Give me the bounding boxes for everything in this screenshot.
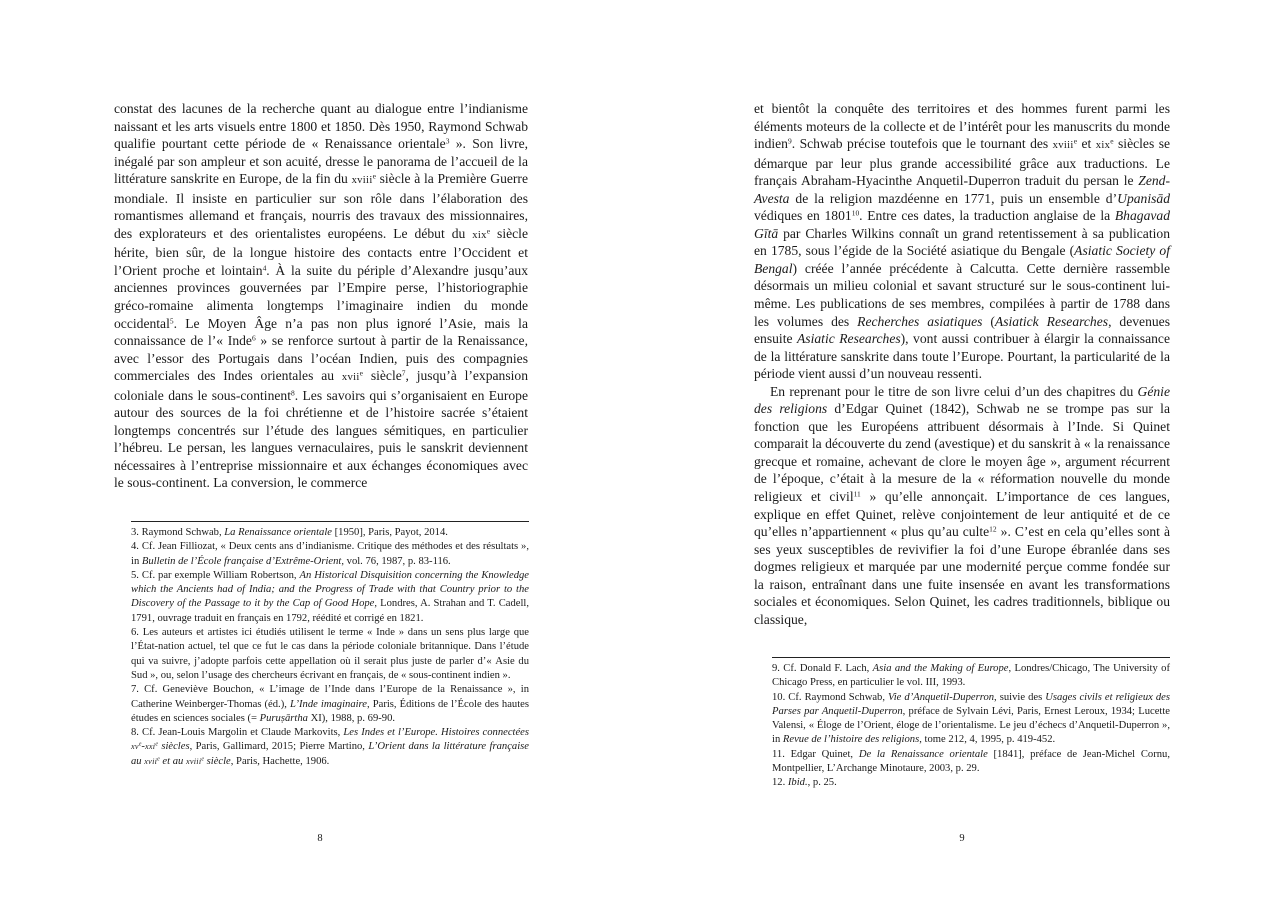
- italic-title: siècles: [157, 741, 190, 753]
- small-caps: xvii: [144, 756, 158, 766]
- text-run: , p. 25.: [807, 777, 837, 789]
- left-page-body-text: [114, 100, 528, 492]
- text-run: , jusqu’à l’expansion coloniale dans le sous-continent: [114, 368, 529, 403]
- superscript: e: [155, 741, 158, 748]
- italic-title: L’Orient dans la littérature française au: [131, 741, 529, 767]
- superscript: e: [201, 756, 204, 763]
- right-page-body-text: [754, 100, 1170, 628]
- note-ref: e: [1110, 136, 1114, 146]
- text-run: ». C’est en cela qu’elles sont à ses yeux susceptibles de revivifier la foi d’une Europe ébranlée dans ses dogmes religieux et marquée par une modernité perçue comme fondée sur la raison, entraînant dans une fuite insensée en avant les transformations sociales et économiques. Selon Quinet, les cadres traditionnels, biblique ou classique,: [754, 524, 1170, 627]
- text-run: ), vont aussi contribuer à élargir la connaissance de la littérature sanskrite dans toute l’Europe. Pourtant, la particularité de la période vient aussi d’un nouveau ressenti.: [754, 331, 1170, 382]
- paragraph: [754, 383, 1170, 629]
- text-run: siècle hérite, bien sûr, de la longue histoire des contacts entre l’Occident et l’Orient proche et lointain: [114, 225, 528, 278]
- text-run: siècle: [362, 368, 402, 384]
- italic-title: Asia and the Making of Europe: [872, 663, 1009, 674]
- text-run: , Londres/Chicago, The University of Chicago Press, en particulier le vol. III, 1993.: [772, 663, 1170, 689]
- note-ref: 10: [851, 208, 860, 218]
- italic-title: Asiatic Society of Bengal: [754, 243, 1170, 276]
- text-run: 8. Cf. Jean-Louis Margolin et Claude Markovits,: [131, 727, 344, 739]
- text-run: 9. Cf. Donald F. Lach,: [772, 663, 873, 674]
- text-run: et bientôt la conquête des territoires et des hommes furent parmi les éléments moteurs de la collecte et de l’intérêt pour les manuscrits du monde indien: [754, 101, 1170, 152]
- paragraph: [131, 726, 529, 769]
- text-run: , Paris, Hachette, 1906.: [230, 755, 330, 767]
- note-ref: 5: [169, 316, 174, 326]
- italic-title: Recherches asiatiques: [857, 313, 983, 329]
- text-run: . Le Moyen Âge n’a pas non plus ignoré l’Asie, mais la connaissance de l’« Inde: [114, 315, 528, 349]
- italic-title: Génie des religions: [754, 383, 1170, 417]
- text-run: 7. Cf. Geneviève Bouchon, « L’image de l’Inde dans l’Europe de la Renaissance », in Catherine Weinberger-Thomas (éd.),: [131, 684, 529, 710]
- italic-title: Revue de l’histoire des religions: [782, 734, 920, 746]
- text-run: En reprenant pour le titre de son livre celui d’un des chapitres du: [770, 383, 1138, 399]
- superscript: e: [157, 756, 160, 763]
- italic-title: Asiatic Researches: [797, 331, 901, 347]
- note-ref: e: [359, 368, 363, 378]
- text-run: constat des lacunes de la recherche quant au dialogue entre l’indianisme naissant et les arts visuels entre 1800 et 1850. Dès 1950, Raymond Schwab qualifie pourtant cette période de « Renaissance orientale: [114, 101, 528, 152]
- italic-title: et au: [159, 755, 186, 767]
- note-ref: 8: [290, 388, 295, 398]
- text-run: , suivie des: [994, 691, 1046, 703]
- superscript: e: [138, 741, 142, 748]
- text-run: [1841], préface de Jean-Michel Cornu, Montpellier, L’Archange Minotaure, 2003, p. 29.: [772, 748, 1170, 775]
- small-caps: xix: [1095, 140, 1111, 152]
- text-run: . À la suite du périple d’Alexandre jusqu’aux anciennes provinces gouvernées par l’Empire perse, l’historiographie gréco-romaine alimenta longtemps l’imaginaire indien du monde occidental: [114, 262, 528, 331]
- italic-title: Les Indes et l’Europe. Histoires connectées: [343, 727, 530, 739]
- small-caps: xxi: [144, 742, 156, 752]
- paragraph: [772, 662, 1170, 691]
- italic-title: Vie d’Anquetil-Duperron: [888, 691, 995, 703]
- text-run: (: [982, 313, 995, 329]
- text-run: d’Edgar Quinet (1842), Schwab ne se trompe pas sur la fonction que les Européens attribuent désormais à l’Inde. Si Quinet comparait la découverte du zend (avestique) et du sanskrit à « la renaissance grecque et romaine, achevant de clore le moyen âge », argument récurrent de l’époque, c’était à la mesure de la « réformation nouvelle du monde religieux et civil: [754, 401, 1170, 505]
- text-run: XI), 1988, p. 69-90.: [307, 712, 396, 724]
- small-caps: xix: [472, 229, 487, 241]
- text-run: par Charles Wilkins connaît un grand retentissement à sa publication en 1785, sous l’égide de la Société asiatique du Bengale (: [754, 225, 1170, 259]
- text-run: 5. Cf. par exemple William Robertson,: [131, 569, 300, 581]
- note-ref: 11: [853, 489, 861, 499]
- left-page-footnotes: [131, 526, 529, 769]
- small-caps: xv: [131, 742, 139, 752]
- right-page-number: 9: [959, 833, 965, 844]
- text-run: , Paris, Gallimard, 2015; Pierre Martino,: [189, 741, 369, 753]
- note-ref: 7: [401, 368, 406, 378]
- text-run: , tome 212, 4, 1995, p. 419-452.: [919, 734, 1056, 746]
- right-page-footnotes: [772, 662, 1170, 791]
- small-caps: xviii: [185, 756, 202, 766]
- paragraph: [772, 691, 1170, 748]
- italic-title: An Historical Disquisition concerning the Knowledge which the Ancients had of India; and the Progress of Trade with that Country prior to the Discovery of the Passage to it by the Cap of Good Hope: [131, 569, 529, 610]
- italic-title: Upanisād: [1117, 190, 1170, 206]
- left-footnote-rule: [131, 521, 529, 522]
- italic-title: Asiatick Researches: [994, 313, 1109, 329]
- note-ref: 4: [262, 263, 267, 273]
- italic-title: Bhagavad Gītā: [754, 208, 1170, 241]
- paragraph: [131, 526, 529, 540]
- text-run: 10. Cf. Raymond Schwab,: [772, 691, 889, 703]
- paragraph: [131, 683, 529, 726]
- left-page-number: 8: [317, 833, 323, 844]
- italic-title: Puruṣārtha: [259, 712, 308, 724]
- note-ref: 9: [787, 136, 792, 146]
- small-caps: xviii: [1052, 140, 1074, 152]
- text-run: 11. Edgar Quinet,: [772, 748, 859, 760]
- italic-title: Zend-Avesta: [754, 173, 1170, 206]
- italic-title: L’Inde imaginaire: [289, 698, 367, 710]
- italic-title: Ibid.: [787, 777, 808, 789]
- text-run: siècles se démarque par leur plus grande accessibilité grâce aux traductions. Le français Abraham-Hyacinthe Anquetil-Duperron traduit du persan le: [754, 136, 1171, 189]
- italic-title: La Renaissance orientale: [224, 527, 332, 538]
- note-ref: 3: [445, 136, 450, 146]
- note-ref: e: [486, 226, 491, 236]
- text-run: , vol. 76, 1987, p. 83-116.: [341, 555, 451, 567]
- italic-title: siècle: [203, 755, 231, 767]
- note-ref: 6: [251, 333, 256, 343]
- text-run: ) créée l’année précédente à Calcutta. Cette dernière rassemble désormais un milieu colonial et savant structuré sur le sous-continent lui-même. Les publications de ses membres, compilées à partir de 1788 dans les volumes des: [754, 260, 1170, 329]
- text-run: 4. Cf. Jean Filliozat, « Deux cents ans d’indianisme. Critique des méthodes et des résultats », in: [131, 541, 529, 567]
- italic-title: De la Renaissance orientale: [858, 748, 988, 760]
- paragraph: [131, 626, 529, 683]
- note-ref: e: [372, 171, 376, 181]
- note-ref: e: [1073, 136, 1078, 146]
- text-run: , Londres, A. Strahan and T. Cadell, 1791, ouvrage traduit en français en 1792, réédité et corrigé en 1821.: [131, 598, 530, 624]
- right-page: [641, 0, 1282, 904]
- paragraph: [772, 776, 1170, 790]
- italic-title: -: [141, 741, 145, 753]
- text-run: » se renforce surtout à partir de la Renaissance, avec l’essor des Portugais dans l’océan Indien, puis des compagnies commerciales des Indes orientales au: [114, 333, 528, 384]
- text-run: , Paris, Éditions de l’École des hautes études en sciences sociales (=: [131, 698, 530, 724]
- text-run: siècle à la Première Guerre mondiale. Il insiste en particulier sur son rôle dans l’élaboration des romantismes allemand et français, nourris des travaux des missionnaires, des explorateurs et des orientalistes européens. Le début du: [114, 171, 528, 241]
- text-run: 3. Raymond Schwab,: [131, 527, 225, 538]
- small-caps: xviii: [351, 175, 373, 187]
- note-ref: 12: [989, 524, 997, 534]
- text-run: , devenues ensuite: [754, 313, 1170, 347]
- paragraph: [772, 748, 1170, 777]
- text-run: . Schwab précise toutefois que le tournant des: [791, 136, 1053, 152]
- right-footnote-rule: [772, 657, 1170, 658]
- text-run: et: [1077, 136, 1096, 152]
- text-run: de la religion mazdéenne en 1771, puis un ensemble d’: [789, 190, 1118, 206]
- small-caps: xvii: [341, 372, 360, 384]
- italic-title: Usages civils et religieux des Parses par Anquetil-Duperron: [772, 691, 1170, 717]
- text-run: » qu’elle annonçait. L’importance de ces langues, explique en effet Quinet, relève conjointement de leur antiquité et de ce qu’elles n’appartiennent « plus qu’au culte: [754, 489, 1170, 540]
- text-run: . Les savoirs qui s’organisaient en Europe autour des sources de la foi chrétienne et de l’histoire sacrée s’étaient longtemps concentrés sur l’étude des langues sémitiques, en particulier l’hébreu. Le persan, les langues vernaculaires, puis le sanskrit deviennent nécessaires à l’entreprise missionnaire et aux échanges économiques avec le sous-continent. La conversion, le commerce: [114, 387, 529, 491]
- text-run: 6. Les auteurs et artistes ici étudiés utilisent le terme « Inde » dans un sens plus large que l’État-nation actuel, tel que ce fut le cas dans la période coloniale britannique. Dans l’étude qui va suivre, j’adopte parfois cette appellation où il serait plus juste de parler d’« Asie du Sud », ou, selon l’usage des chercheurs écrivant en français, de « sous-continent indien ».: [131, 627, 529, 681]
- text-run: 12.: [772, 777, 788, 789]
- italic-title: Bulletin de l’École française d’Extrême-Orient: [141, 555, 342, 567]
- text-run: ». Son livre, inégalé par son ampleur et son acuité, dresse le panorama de l’accueil de la littérature sanskrite en Europe, de la fin du: [114, 136, 528, 187]
- text-run: . Entre ces dates, la traduction anglaise de la: [859, 208, 1115, 224]
- text-run: , préface de Sylvain Lévi, Paris, Ernest Leroux, 1934; Lucette Valensi, « Éloge de l’Orient, éloge de l’orientalisme. Le jeu d’échecs d’Anquetil-Duperron », in: [772, 705, 1170, 746]
- paragraph: [131, 569, 529, 626]
- text-run: [1950], Paris, Payot, 2014.: [331, 527, 448, 538]
- paragraph: [131, 540, 529, 569]
- text-run: védiques en 1801: [754, 208, 852, 224]
- paragraph: [114, 100, 528, 492]
- paragraph: [754, 100, 1170, 383]
